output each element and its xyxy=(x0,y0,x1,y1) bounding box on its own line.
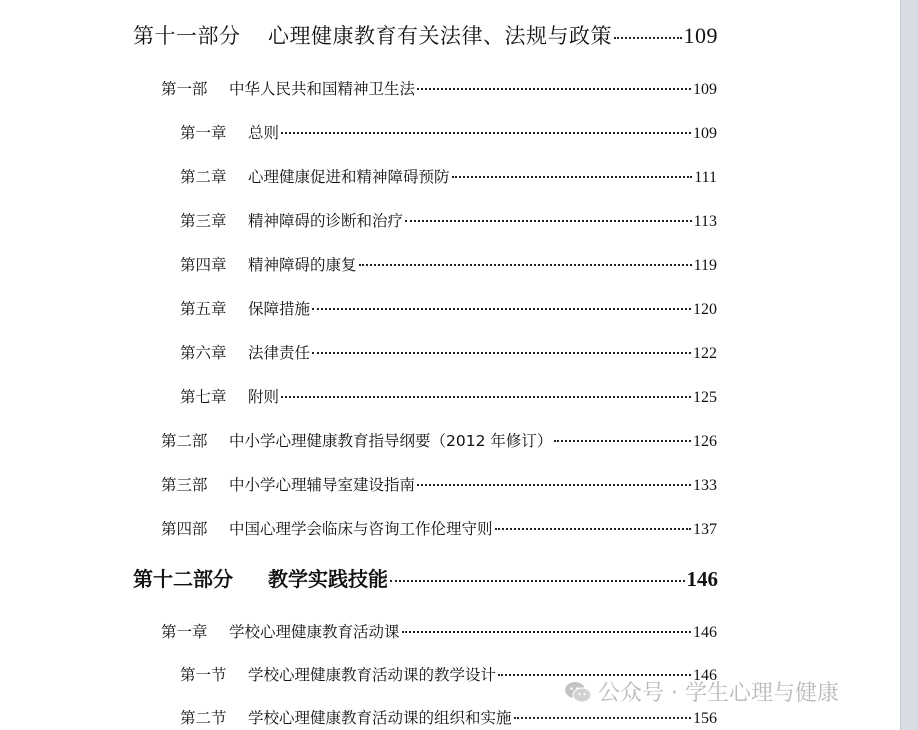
toc-entry-number: 第四章 xyxy=(180,256,227,274)
toc-entry-number: 第三章 xyxy=(180,212,227,230)
toc-entry-number: 第四部 xyxy=(161,520,208,538)
toc-entry-page: 111 xyxy=(694,169,717,186)
toc-entry-chapter[interactable] xyxy=(180,297,717,319)
toc-entry-title: 法律责任 xyxy=(248,344,311,362)
toc-entry-page: 109 xyxy=(693,81,717,98)
toc-entry-subsection[interactable] xyxy=(180,706,717,728)
dot-leader xyxy=(495,528,691,530)
dot-leader xyxy=(312,308,691,310)
dot-leader xyxy=(312,352,691,354)
toc-entry-section[interactable] xyxy=(161,77,717,99)
toc-entry-title: 学校心理健康教育活动课的教学设计 xyxy=(248,666,497,684)
watermark xyxy=(564,676,839,707)
toc-entry-number: 第五章 xyxy=(180,300,227,318)
toc-entry-number: 第一部 xyxy=(161,80,208,98)
dot-leader xyxy=(452,176,693,178)
window-edge xyxy=(900,0,918,730)
toc-entry-section[interactable] xyxy=(161,429,717,451)
toc-entry-chapter[interactable] xyxy=(180,165,717,187)
dot-leader xyxy=(614,37,682,39)
toc-entry-section[interactable] xyxy=(161,473,717,495)
toc-entry-number: 第三部 xyxy=(161,476,208,494)
dot-leader xyxy=(390,580,685,582)
toc-entry-page: 146 xyxy=(693,667,717,684)
toc-entry-page: 126 xyxy=(693,433,717,450)
toc-entry-title: 教学实践技能 xyxy=(268,567,388,591)
toc-entry-title: 心理健康教育有关法律、法规与政策 xyxy=(268,24,612,48)
toc-entry-page: 119 xyxy=(693,257,717,274)
dot-leader xyxy=(417,484,691,486)
toc-entry-number: 第七章 xyxy=(180,388,227,406)
watermark-text: 公众号 · 学生心理与健康 xyxy=(598,681,839,706)
dot-leader xyxy=(514,717,691,719)
toc-entry-page: 137 xyxy=(693,521,717,538)
dot-leader xyxy=(281,396,691,398)
toc-entry-page: 122 xyxy=(693,345,717,362)
toc-entry-page: 146 xyxy=(693,624,717,641)
toc-entry-title: 学校心理健康教育活动课 xyxy=(229,623,400,641)
toc-entry-page: 109 xyxy=(693,125,717,142)
toc-entry-number: 第六章 xyxy=(180,344,227,362)
toc-entry-number: 第十一部分 xyxy=(133,24,241,48)
toc-entry-number: 第二部 xyxy=(161,432,208,450)
toc-entry-title: 保障措施 xyxy=(248,300,311,318)
toc-entry-chapter[interactable] xyxy=(180,385,717,407)
wechat-icon xyxy=(564,681,592,703)
toc-entry-page: 120 xyxy=(693,301,717,318)
toc-entry-title: 精神障碍的诊断和治疗 xyxy=(248,212,404,230)
dot-leader xyxy=(402,631,691,633)
toc-entry-chapter[interactable] xyxy=(180,341,717,363)
toc-entry-title: 精神障碍的康复 xyxy=(248,256,357,274)
dot-leader xyxy=(359,264,692,266)
toc-entry-number: 第一节 xyxy=(180,666,227,684)
toc-entry-title: 中国心理学会临床与咨询工作伦理守则 xyxy=(229,520,493,538)
toc-entry-title: 中华人民共和国精神卫生法 xyxy=(229,80,416,98)
toc-entry-chapter[interactable] xyxy=(161,620,717,642)
dot-leader xyxy=(417,88,691,90)
dot-leader xyxy=(405,220,692,222)
dot-leader xyxy=(554,440,691,442)
toc-entry-chapter[interactable] xyxy=(180,209,717,231)
toc-entry-chapter[interactable] xyxy=(180,253,717,275)
toc-entry-section[interactable] xyxy=(161,517,717,539)
toc-entry-title: 中小学心理辅导室建设指南 xyxy=(229,476,416,494)
toc-entry-title: 附则 xyxy=(248,388,280,406)
toc-entry-page: 133 xyxy=(693,477,717,494)
dot-leader xyxy=(281,132,691,134)
toc-entry-page: 113 xyxy=(693,213,717,230)
toc-entry-chapter[interactable] xyxy=(180,121,717,143)
toc-entry-page: 125 xyxy=(693,389,717,406)
toc-entry-part-11[interactable] xyxy=(133,20,718,50)
toc-entry-title: 心理健康促进和精神障碍预防 xyxy=(248,168,450,186)
toc-entry-part-12[interactable] xyxy=(133,563,718,592)
toc-entry-title: 学校心理健康教育活动课的组织和实施 xyxy=(248,709,512,727)
toc-entry-number: 第二章 xyxy=(180,168,227,186)
toc-entry-page: 109 xyxy=(683,23,718,48)
toc-entry-number: 第十二部分 xyxy=(133,567,233,591)
toc-entry-title: 总则 xyxy=(248,124,280,142)
toc-entry-page: 146 xyxy=(686,567,718,591)
toc-entry-title: 中小学心理健康教育指导纲要（2012 年修订） xyxy=(229,432,553,450)
toc-entry-number: 第一章 xyxy=(180,124,227,142)
toc-entry-number: 第二节 xyxy=(180,709,227,727)
toc-entry-page: 156 xyxy=(693,710,717,727)
toc-entry-number: 第一章 xyxy=(161,623,208,641)
